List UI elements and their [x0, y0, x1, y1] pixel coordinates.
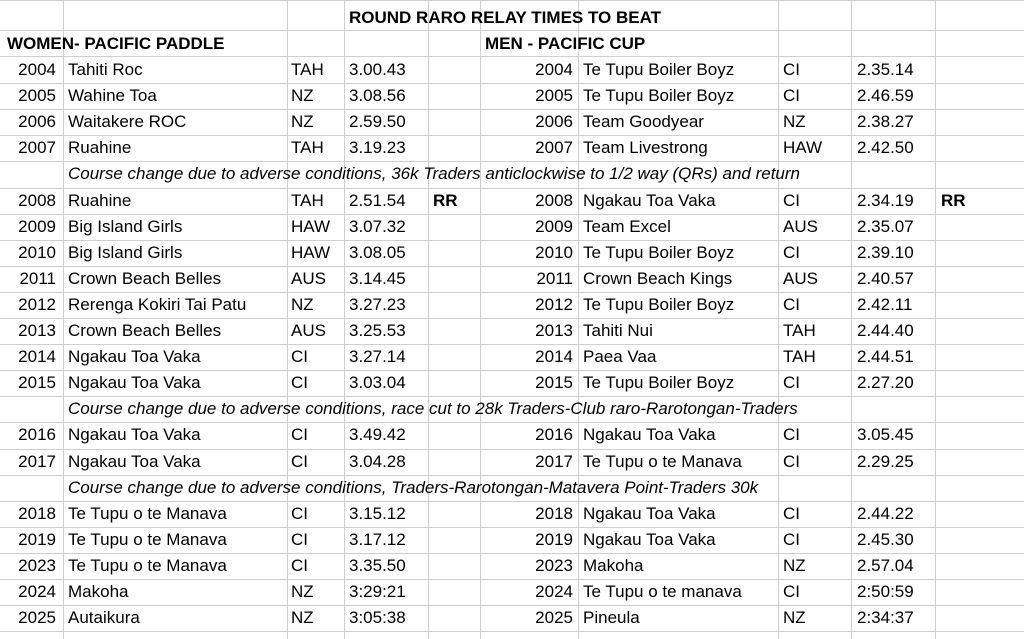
men-team-cell[interactable]: Te Tupu o te manava [583, 582, 742, 601]
men-country-cell[interactable]: HAW [783, 138, 823, 157]
men-time-cell[interactable]: 2.27.20 [857, 373, 914, 392]
women-time-cell[interactable]: 3.15.12 [349, 504, 406, 523]
women-country-cell[interactable]: CI [291, 504, 308, 523]
men-team-cell[interactable]: Te Tupu Boiler Boyz [583, 86, 735, 105]
women-team-cell[interactable]: Big Island Girls [68, 217, 183, 236]
women-country-cell[interactable]: TAH [291, 138, 324, 157]
women-country-cell[interactable]: NZ [291, 295, 314, 314]
men-team-cell[interactable]: Tahiti Nui [583, 321, 653, 340]
column-divider [778, 0, 779, 639]
women-record-cell[interactable] [433, 266, 477, 292]
women-time-cell[interactable]: 3.49.42 [349, 425, 406, 444]
men-team-cell[interactable]: Ngakau Toa Vaka [583, 504, 716, 523]
men-year-cell[interactable]: 2025 [535, 608, 573, 627]
women-record-cell[interactable] [433, 370, 477, 396]
women-time-cell[interactable]: 2.59.50 [349, 112, 406, 131]
men-country-cell[interactable]: CI [783, 530, 800, 549]
men-country-cell[interactable]: CI [783, 60, 800, 79]
column-divider [578, 0, 579, 639]
women-year-cell[interactable]: 2017 [18, 452, 56, 471]
men-time-cell[interactable]: 2.46.59 [857, 86, 914, 105]
women-time-cell[interactable]: 3.19.23 [349, 138, 406, 157]
women-country-cell[interactable]: NZ [291, 86, 314, 105]
men-time-cell[interactable]: 2.45.30 [857, 530, 914, 549]
women-record-cell[interactable] [433, 109, 477, 135]
women-time-cell[interactable]: 3.25.53 [349, 321, 406, 340]
men-record-cell[interactable]: RR [941, 191, 966, 210]
women-team-cell[interactable]: Crown Beach Belles [68, 269, 222, 288]
men-country-cell[interactable]: CI [783, 425, 800, 444]
men-record-cell[interactable] [941, 83, 1001, 109]
men-time-cell[interactable]: 3.05.45 [857, 425, 914, 444]
women-record-cell[interactable] [433, 292, 477, 318]
women-team-cell[interactable]: Crown Beach Belles [68, 321, 222, 340]
column-divider [344, 0, 345, 639]
women-time-cell[interactable]: 3:05:38 [349, 608, 406, 627]
men-team-cell[interactable]: Ngakau Toa Vaka [583, 425, 716, 444]
men-record-cell[interactable] [941, 292, 1001, 318]
course-change-note[interactable]: Course change due to adverse conditions, 36k Traders anticlockwise to 1/2 way (QRs) and return [68, 164, 800, 183]
men-team-cell[interactable]: Te Tupu Boiler Boyz [583, 243, 735, 262]
women-record-cell[interactable] [433, 449, 477, 475]
women-team-cell[interactable]: Wahine Toa [68, 86, 157, 105]
women-record-cell[interactable] [433, 83, 477, 109]
women-country-cell[interactable]: NZ [291, 608, 314, 627]
women-record-cell[interactable] [433, 318, 477, 344]
women-country-cell[interactable]: CI [291, 452, 308, 471]
women-record-cell[interactable] [433, 344, 477, 370]
women-team-cell[interactable]: Big Island Girls [68, 243, 183, 262]
women-record-cell[interactable] [433, 57, 477, 83]
men-team-cell[interactable]: Team Excel [583, 217, 671, 236]
men-record-cell[interactable] [941, 501, 1001, 527]
women-time-cell[interactable]: 3.17.12 [349, 530, 406, 549]
men-year-cell[interactable]: 2023 [535, 556, 573, 575]
women-year-cell[interactable]: 2011 [19, 269, 56, 288]
row-divider [0, 631, 1024, 632]
men-time-cell[interactable]: 2.57.04 [857, 556, 914, 575]
men-team-cell[interactable]: Pineula [583, 608, 640, 627]
men-record-cell[interactable] [941, 553, 1001, 579]
men-time-cell[interactable]: 2.35.14 [857, 60, 914, 79]
women-team-cell[interactable]: Tahiti Roc [68, 60, 143, 79]
course-change-note[interactable]: Course change due to adverse conditions, Traders-Rarotongan-Matavera Point-Traders 30k [68, 478, 759, 497]
women-year-cell[interactable]: 2006 [18, 112, 56, 131]
men-time-cell[interactable]: 2.34.19 [857, 191, 914, 210]
women-record-cell[interactable] [433, 527, 477, 553]
column-divider [935, 0, 936, 639]
women-year-cell[interactable]: 2015 [18, 373, 56, 392]
column-divider [63, 0, 64, 639]
women-time-cell[interactable]: 3:29:21 [349, 582, 406, 601]
women-team-cell[interactable]: Makoha [68, 582, 129, 601]
men-year-cell[interactable]: 2008 [535, 191, 573, 210]
men-team-cell[interactable]: Team Livestrong [583, 138, 708, 157]
men-team-cell[interactable]: Ngakau Toa Vaka [583, 191, 716, 210]
women-country-cell[interactable]: AUS [291, 321, 326, 340]
men-team-cell[interactable]: Team Goodyear [583, 112, 704, 131]
men-record-cell[interactable] [941, 240, 1001, 266]
women-year-cell[interactable]: 2019 [18, 530, 56, 549]
men-record-cell[interactable] [941, 109, 1001, 135]
women-record-cell[interactable] [433, 501, 477, 527]
men-team-cell[interactable]: Te Tupu Boiler Boyz [583, 295, 735, 314]
men-country-cell[interactable]: TAH [783, 347, 816, 366]
women-record-cell[interactable] [433, 553, 477, 579]
men-header[interactable]: MEN - PACIFIC CUP [485, 34, 646, 53]
women-country-cell[interactable]: TAH [291, 60, 324, 79]
women-country-cell[interactable]: TAH [291, 191, 324, 210]
men-team-cell[interactable]: Ngakau Toa Vaka [583, 530, 716, 549]
women-country-cell[interactable]: HAW [291, 243, 331, 262]
women-team-cell[interactable]: Te Tupu o te Manava [68, 530, 227, 549]
sheet-title[interactable]: ROUND RARO RELAY TIMES TO BEAT [349, 8, 662, 27]
women-team-cell[interactable]: Ruahine [68, 191, 132, 210]
women-record-cell[interactable] [433, 135, 477, 161]
men-country-cell[interactable]: CI [783, 373, 800, 392]
women-time-cell[interactable]: 3.14.45 [349, 269, 406, 288]
women-year-cell[interactable]: 2024 [18, 582, 56, 601]
men-record-cell[interactable] [941, 527, 1001, 553]
men-team-cell[interactable]: Te Tupu Boiler Boyz [583, 60, 735, 79]
men-record-cell[interactable] [941, 318, 1001, 344]
men-year-cell[interactable]: 2013 [535, 321, 573, 340]
women-time-cell[interactable]: 3.08.56 [349, 86, 406, 105]
women-year-cell[interactable]: 2008 [18, 191, 56, 210]
men-year-cell[interactable]: 2019 [535, 530, 573, 549]
women-country-cell[interactable]: AUS [291, 269, 326, 288]
women-year-cell[interactable]: 2023 [18, 556, 56, 575]
men-team-cell[interactable]: Makoha [583, 556, 644, 575]
women-country-cell[interactable]: HAW [291, 217, 331, 236]
women-team-cell[interactable]: Ngakau Toa Vaka [68, 373, 201, 392]
column-divider [287, 0, 288, 639]
men-country-cell[interactable]: NZ [783, 556, 806, 575]
women-year-cell[interactable]: 2012 [18, 295, 56, 314]
men-time-cell[interactable]: 2.44.22 [857, 504, 914, 523]
men-team-cell[interactable]: Paea Vaa [583, 347, 657, 366]
men-record-cell[interactable] [941, 214, 1001, 240]
men-year-cell[interactable]: 2014 [535, 347, 573, 366]
men-team-cell[interactable]: Te Tupu o te Manava [583, 452, 742, 471]
men-year-cell[interactable]: 2012 [535, 295, 573, 314]
men-time-cell[interactable]: 2:34:37 [857, 608, 914, 627]
women-year-cell[interactable]: 2005 [18, 86, 56, 105]
men-time-cell[interactable]: 2.44.51 [857, 347, 914, 366]
women-year-cell[interactable]: 2007 [18, 138, 56, 157]
women-country-cell[interactable]: NZ [291, 582, 314, 601]
men-country-cell[interactable]: TAH [783, 321, 816, 340]
women-record-cell[interactable] [433, 605, 477, 631]
men-time-cell[interactable]: 2.44.40 [857, 321, 914, 340]
men-year-cell[interactable]: 2018 [535, 504, 573, 523]
men-record-cell[interactable] [941, 422, 1001, 448]
men-record-cell[interactable] [941, 579, 1001, 605]
column-divider [428, 0, 429, 639]
women-time-cell[interactable]: 3.07.32 [349, 217, 406, 236]
women-country-cell[interactable]: CI [291, 530, 308, 549]
men-time-cell[interactable]: 2.35.07 [857, 217, 914, 236]
women-record-cell[interactable] [433, 214, 477, 240]
men-country-cell[interactable]: CI [783, 582, 800, 601]
men-year-cell[interactable]: 2005 [535, 86, 573, 105]
men-record-cell[interactable] [941, 370, 1001, 396]
men-country-cell[interactable]: CI [783, 191, 800, 210]
women-time-cell[interactable]: 3.00.43 [349, 60, 406, 79]
men-year-cell[interactable]: 2010 [535, 243, 573, 262]
women-country-cell[interactable]: NZ [291, 112, 314, 131]
men-record-cell[interactable] [941, 266, 1001, 292]
men-year-cell[interactable]: 2011 [536, 269, 573, 288]
men-year-cell[interactable]: 2009 [535, 217, 573, 236]
men-record-cell[interactable] [941, 57, 1001, 83]
men-country-cell[interactable]: CI [783, 243, 800, 262]
women-year-cell[interactable]: 2016 [18, 425, 56, 444]
women-team-cell[interactable]: Rerenga Kokiri Tai Patu [68, 295, 247, 314]
men-year-cell[interactable]: 2006 [535, 112, 573, 131]
women-team-cell[interactable]: Waitakere ROC [68, 112, 187, 131]
women-year-cell[interactable]: 2010 [18, 243, 56, 262]
men-year-cell[interactable]: 2004 [535, 60, 573, 79]
women-record-cell[interactable] [433, 422, 477, 448]
women-team-cell[interactable]: Ngakau Toa Vaka [68, 347, 201, 366]
men-time-cell[interactable]: 2.38.27 [857, 112, 914, 131]
women-time-cell[interactable]: 3.35.50 [349, 556, 406, 575]
women-time-cell[interactable]: 3.08.05 [349, 243, 406, 262]
women-country-cell[interactable]: CI [291, 556, 308, 575]
women-year-cell[interactable]: 2004 [18, 60, 56, 79]
women-year-cell[interactable]: 2025 [18, 608, 56, 627]
men-time-cell[interactable]: 2:50:59 [857, 582, 914, 601]
men-record-cell[interactable] [941, 344, 1001, 370]
women-team-cell[interactable]: Ruahine [68, 138, 132, 157]
men-country-cell[interactable]: CI [783, 86, 800, 105]
women-country-cell[interactable]: CI [291, 425, 308, 444]
men-time-cell[interactable]: 2.42.11 [857, 295, 913, 314]
women-record-cell[interactable]: RR [433, 191, 458, 210]
women-team-cell[interactable]: Ngakau Toa Vaka [68, 452, 201, 471]
men-country-cell[interactable]: AUS [783, 217, 818, 236]
men-record-cell[interactable] [941, 605, 1001, 631]
men-country-cell[interactable]: AUS [783, 269, 818, 288]
women-year-cell[interactable]: 2014 [18, 347, 56, 366]
men-year-cell[interactable]: 2016 [535, 425, 573, 444]
men-country-cell[interactable]: CI [783, 452, 800, 471]
men-country-cell[interactable]: CI [783, 504, 800, 523]
women-country-cell[interactable]: CI [291, 347, 308, 366]
men-country-cell[interactable]: CI [783, 295, 800, 314]
men-year-cell[interactable]: 2017 [535, 452, 573, 471]
women-country-cell[interactable]: CI [291, 373, 308, 392]
men-record-cell[interactable] [941, 135, 1001, 161]
men-time-cell[interactable]: 2.29.25 [857, 452, 914, 471]
women-team-cell[interactable]: Te Tupu o te Manava [68, 504, 227, 523]
column-divider [851, 0, 852, 639]
women-year-cell[interactable]: 2018 [18, 504, 56, 523]
women-year-cell[interactable]: 2009 [18, 217, 56, 236]
men-country-cell[interactable]: NZ [783, 608, 806, 627]
men-year-cell[interactable]: 2007 [535, 138, 573, 157]
men-year-cell[interactable]: 2024 [535, 582, 573, 601]
women-team-cell[interactable]: Ngakau Toa Vaka [68, 425, 201, 444]
women-time-cell[interactable]: 3.27.23 [349, 295, 406, 314]
women-time-cell[interactable]: 3.04.28 [349, 452, 406, 471]
women-record-cell[interactable] [433, 579, 477, 605]
men-country-cell[interactable]: NZ [783, 112, 806, 131]
men-team-cell[interactable]: Crown Beach Kings [583, 269, 733, 288]
men-year-cell[interactable]: 2015 [535, 373, 573, 392]
men-team-cell[interactable]: Te Tupu Boiler Boyz [583, 373, 735, 392]
row-divider [0, 0, 1024, 1]
course-change-note[interactable]: Course change due to adverse conditions, race cut to 28k Traders-Club raro-Rarotongan-Traders [68, 399, 798, 418]
women-time-cell[interactable]: 3.03.04 [349, 373, 406, 392]
women-header[interactable]: WOMEN- PACIFIC PADDLE [7, 34, 225, 53]
women-time-cell[interactable]: 3.27.14 [349, 347, 406, 366]
men-record-cell[interactable] [941, 449, 1001, 475]
women-team-cell[interactable]: Te Tupu o te Manava [68, 556, 227, 575]
women-team-cell[interactable]: Autaikura [68, 608, 140, 627]
men-time-cell[interactable]: 2.39.10 [857, 243, 914, 262]
women-time-cell[interactable]: 2.51.54 [349, 191, 406, 210]
women-year-cell[interactable]: 2013 [18, 321, 56, 340]
women-record-cell[interactable] [433, 240, 477, 266]
men-time-cell[interactable]: 2.40.57 [857, 269, 914, 288]
men-time-cell[interactable]: 2.42.50 [857, 138, 914, 157]
